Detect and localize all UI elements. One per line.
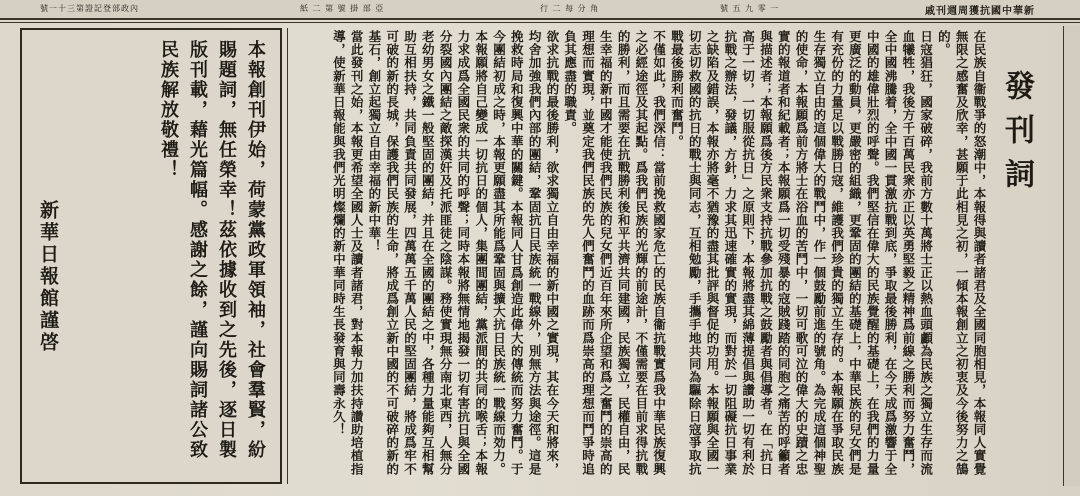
top-rule (0, 22, 1080, 23)
masthead-title: 戚刊週周獲抗國中華新 (925, 6, 1035, 17)
column-divider (287, 28, 288, 484)
page-edge-strip (1063, 26, 1080, 486)
masthead (0, 0, 1080, 20)
masthead-postal: 紙 二 第 號 掛 部 亞 (300, 4, 385, 13)
editorial-paragraph: 不僅如此，我們深信：當前挽救國家危亡的民族自衞抗戰實爲我中華民族復興之必經途徑及其起點。爲我們民族的光輝的前途計，不僅需要在目前求得抗戰的勝利，而且需要在抗戰勝利後和平共濟共同建國，民族獨立，民權自由，民生幸福的新中國才能使我們民族的兒女們近百年來所企望和爲之奮鬥的崇高的理想而實現，並奠定我們民族的先人們奮鬥的血跡而爲崇高的理想而鬥爭時追負其應盡的職責。 (562, 30, 667, 476)
editorial-title: 發刊詞 (999, 70, 1034, 202)
editorial-body (292, 30, 988, 485)
publisher-signature: 新華日報館謹啓 (37, 200, 59, 354)
masthead-issue: 號 五 九 零 一 (720, 4, 780, 13)
editorial-paragraph: 欲求抗戰的最後勝利，欲求獨立自由幸福的新中國之實現，其在今天和將來，均舍加強我們內部的團結，鞏固抗日民族統一戰線外，別無方法與途徑。這是挽救時局和復興中華的關鍵。本報同人甘爲創造此偉大的傳統而努力奮鬥。于今團結初成之時，本報更願盡其所能爲鞏固與擴大抗日民族統一戰線而効力。本報願將自己變成一切抗日的個人，集團間團結，黨派間的共同的喉舌；本報力求成爲全國民衆的共同的呼聲；同時本報將無情地揭發一切有害抗日與全國分裂國內團結之敵探漢奸及托派匪徒之陰謀。務使實現無分南北東西，人無分老幼男女之鐵一般堅固的團結，并且在全國的團結之中，各種力量能夠互相幫助互相扶持，共同負責共同發展，四萬萬五千萬人民的堅固團結，將成爲牢不可破的新的長城，保護我們民族的生命，將成爲創立新中國的不可破碎的新的基石，創立起獨立自由幸福的新中華！ (366, 30, 560, 476)
masthead-price: 行 二 每 分 角 (540, 4, 600, 13)
editorial-paragraph: 在民族自衞戰爭的怒潮中，本報得與讀者諸君及全國同胞相見，本報同人實覺無限之感奮及欣幸，甚願于此相見之初，一傾本報創立之初衷及今後努力之鵠的。 (936, 30, 987, 476)
publisher-notice-text: 本報創刊伊始，荷蒙黨政軍領袖，社會羣賢，紛賜題詞，無任榮幸！茲依據收到之先後，逐日製版刊載，藉光篇幅。感謝之餘，謹向賜詞諸公致民族解放敬禮！ (158, 40, 266, 460)
masthead-registration: 號一十三第證記登部政內 (40, 4, 139, 13)
editorial-paragraph: 日寇猖狂，國家破碎，我前方數十萬將士正以熱血頭顱為民族之獨立生存而流血犧牲，我後方千百萬民衆亦正以英勇堅毅之精神爲前線之勝利而努力奮鬥，全中國沸騰着，全中國一貫激抗戰到底，爭取最後勝利，在今天成爲激響于全中國的雄偉壯烈的呼聲。我們堅信在偉大的民族覺醒的基礎上，在我們的力量更廣泛的動員，更嚴密的組織，更鞏固的團結的基礎上，中華民族的兒女們是有充份的力量足以戰勝日寇，維護我們珍貴的獨立生存的。本報願在爭取民族生存獨立自由的這個偉大的戰鬥中，作一個鼓勵前進的號角。為完成這個神聖的使命，本報願爲前方將士在浴血的苦鬥中，一切可歌可泣的偉大的史蹟之忠實的報道者和紀載者；本報願爲一切受殘暴的寇賊踐踏的同胞之痛苦的呼籲者與描述者；本報願爲後方民衆支持抗戰參加抗戰之鼓勵者與倡導者。在「抗日高于一切，一切服從抗日」之原則下，本報將盡其綿薄提倡與讚助一切有利於抗戰之辦法，發議，方針，力求其迅速確實的實現，而對於一切阻礙抗日事業之缺陷及錯誤，本報亦將毫不猶豫的盡其批評與督促的功用。本報願與全國一切志切救國的抗日的戰士與同志，互相勉勵，手攜手地共同為驅除日寇爭取抗戰最後勝利而奮鬥。 (669, 30, 934, 476)
publisher-notice-box (20, 28, 282, 484)
editorial-paragraph: 當此發刊之始，本報更希望全國人士及讀者諸君，對本報力加扶持讚助培植指導，使新華日報能與我們光明燦爛的新中華同時生長發育與同壽永久！ (331, 30, 365, 476)
